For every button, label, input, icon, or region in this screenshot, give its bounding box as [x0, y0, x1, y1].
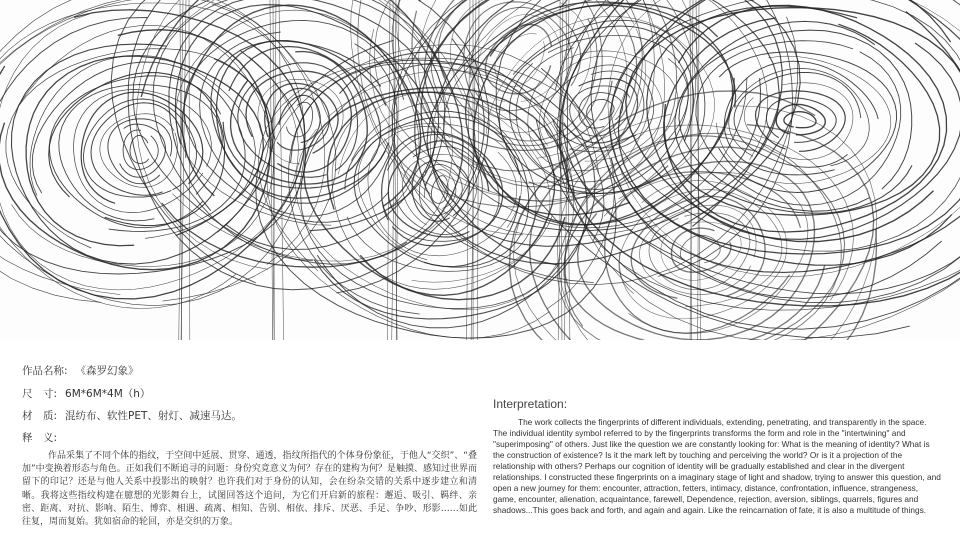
- material-line: [22, 408, 242, 423]
- english-description: The work collects the fingerprints of different individuals, extending, penetrating, and transparently in the space. The individual identity symbol referred to by the fingerprints transforms the form and role in the "intertwining" and "superimposing" of others. Just like the question we are constantly looking for: What is the meaning of identity? What is the construction of existence? Is it the mark left by touching and perceiving the world? Or is it a projection of the relationship with others? Perhaps our cognition of identity will be gradually established and clear in the divergent relationships. I constructed these fingerprints on a imaginary stage of light and shadow, trying to answer this question, and open a new journey for them: encounter, attraction, fetters, intimacy, distance, confrontation, influence, strangeness, game, encounter, alienation, acquaintance, farewell, Dependence, rejection, aversion, siblings, quarrels, figures and shadows...This goes back and forth, and again and again. Like the reincarnation of fate, it is also a multitude of things.: [493, 417, 941, 515]
- interp-label: 释 义:: [22, 432, 58, 444]
- material-value: 混纺布、软性PET、射灯、减速马达。: [65, 410, 242, 422]
- fingerprint-ridge: [509, 36, 688, 190]
- panel-edge-line: [270, 0, 273, 340]
- size-label: 尺 寸:: [22, 388, 58, 400]
- fingerprint-ridge: [558, 125, 854, 340]
- size-value: 6M*6M*4M（h）: [65, 388, 151, 400]
- interpretation-label-cn: [22, 430, 65, 445]
- title-value: 《森罗幻象》: [75, 365, 139, 377]
- fingerprint-ridge: [626, 8, 960, 242]
- fingerprint-ridge: [74, 90, 212, 213]
- size-line: [22, 386, 150, 401]
- panel-edge-line: [189, 0, 190, 340]
- fingerprint-ridge: [84, 99, 197, 197]
- material-label: 材 质:: [22, 410, 58, 422]
- fingerprint-ridge: [59, 85, 222, 221]
- title-label: 作品名称:: [22, 365, 68, 377]
- panel-edge-line: [396, 0, 399, 340]
- chinese-description: 作品采集了不同个体的指纹，于空间中延展、贯穿、通透，指纹所指代的个体身份象征，于他人“交织”、“叠加”中变换着形态与角色。正如我们不断追寻的问题：身份究竟意义为何？存在的建构为何？是触摸、感知过世界而留下的印记？还是与他人关系中投影出的映射？也许我们对于身份的认知，会在纷杂交错的关系中逐步建立和清晰。我将这些指纹构建在臆想的光影舞台上，试图回答这个追问，为它们开启新的旅程：邂逅、吸引、羁绊、亲密、距离、对抗、影响、陌生、博弈、相遇、疏离、相知、告别、相依、排斥、厌恶、手足、争吵、形影……如此往复，周而复始。犹如宿命的轮回，亦是交织的万象。: [22, 451, 477, 528]
- fingerprint-ridge: [559, 0, 960, 340]
- work-title-line: [22, 363, 139, 378]
- fingerprint-ridge: [610, 0, 952, 265]
- interpretation-heading: Interpretation:: [493, 397, 568, 411]
- fingerprint-ridge: [716, 56, 891, 183]
- fingerprint-ridge: [672, 228, 731, 272]
- fingerprint-ridge: [724, 61, 878, 175]
- fingerprint-ridge: [680, 235, 720, 262]
- fingerprint-ridge: [536, 0, 960, 329]
- fingerprint-ridge: [49, 73, 225, 226]
